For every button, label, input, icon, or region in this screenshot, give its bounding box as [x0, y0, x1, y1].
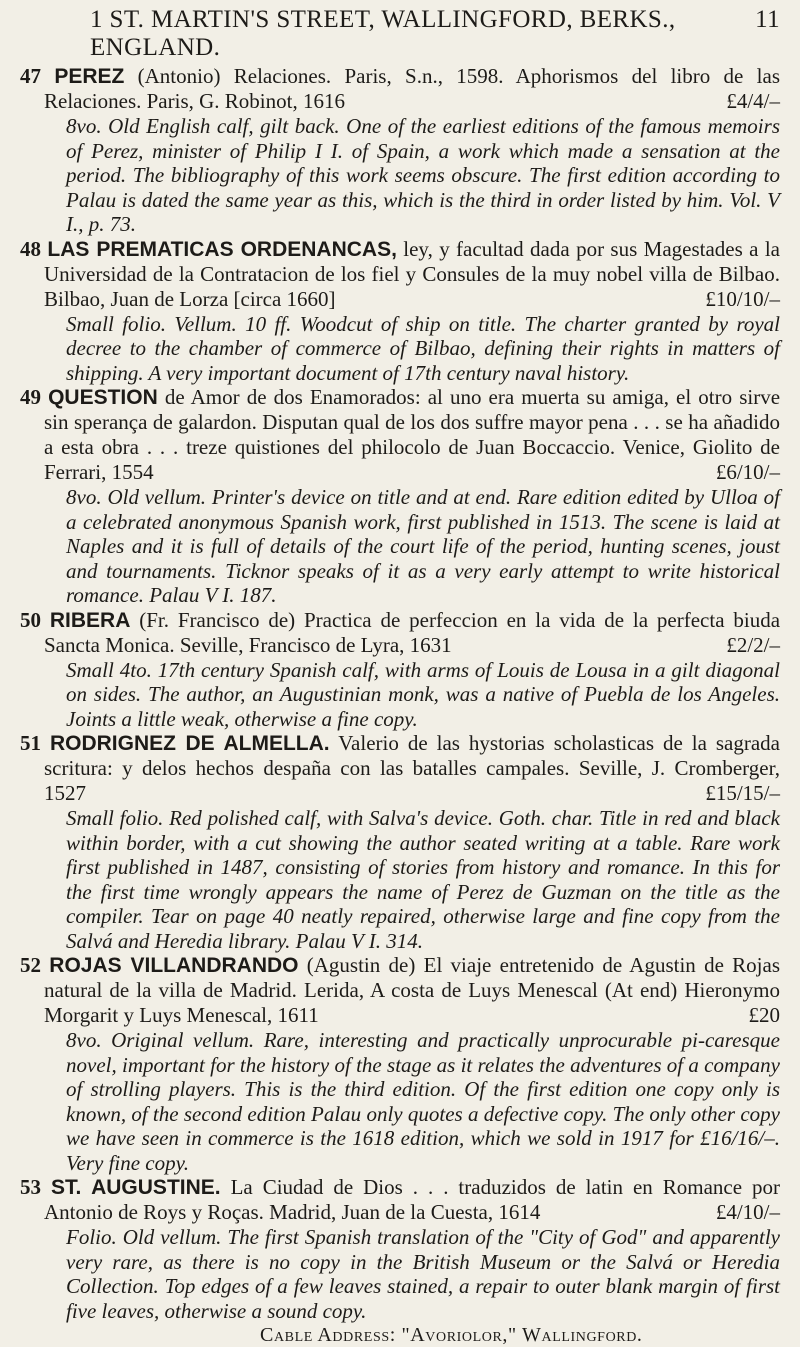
- entry-text: de Amor de dos Enamorados: al uno era muerta su amiga, el otro sirve sin sperança de galardon. Disputan qual de los dos suffre mayor pena . . . se ha añadido a esta obra . . . treze quistiones del philocolo de Juan Boccaccio. Venice, Giolito de Ferrari, 1554: [44, 385, 781, 484]
- entry-heading: [20, 608, 780, 658]
- catalogue-entry: [20, 1175, 780, 1323]
- entry-price: £2/2/–: [726, 632, 780, 657]
- entry-text: (Agustin de) El viaje entretenido de Agustin de Rojas natural de la villa de Madrid. Lerida, A costa de Luys Menescal (At end) Hieronymo Morgarit y Luys Menescal, 1611: [44, 953, 781, 1027]
- entry-description: Small 4to. 17th century Spanish calf, with arms of Louis de Lousa in a gilt diagonal on sides. The author, an Augustinian monk, was a native of Puebla de los Angeles. Joints a little weak, otherwise a fine copy.: [66, 657, 780, 731]
- entry-number: 48: [20, 236, 41, 261]
- entry-description: 8vo. Old vellum. Printer's device on title and at end. Rare edition edited by Ulloa of a celebrated anonymous Spanish work, first published in 1513. The scene is laid at Naples and it is full of details of the court life of the period, hunting scenes, joust and tournaments. Ticknor speaks of it as a very early attempt to write historical romance. Palau V I. 187.: [66, 485, 780, 607]
- entry-number: 50: [20, 607, 41, 632]
- entry-text: ley, y facultad dada por sus Magestades a la Universidad de la Contratacion de los fiel y Consules de la muy nobel villa de Bilbao. Bilbao, Juan de Lorza [circa 1660]: [44, 236, 780, 311]
- entry-number: 52: [20, 953, 41, 977]
- entry-heading: [20, 953, 780, 1028]
- entry-number: 47: [20, 64, 41, 88]
- entry-number: 53: [20, 1175, 41, 1199]
- catalogue-entry: [20, 731, 780, 953]
- entry-text: Valerio de las hystorias scholasticas de la sagrada scritura: y delos hechos despaña con las batalles campales. Seville, J. Cromberger, 1527: [44, 731, 781, 805]
- entry-text: (Fr. Francisco de) Practica de perfeccion en la vida de la perfecta biuda Sancta Monica. Seville, Francisco de Lyra, 1631: [44, 607, 781, 657]
- entry-price: £4/4/–: [726, 89, 780, 113]
- entry-author: LAS PREMATICAS ORDENANCAS,: [47, 237, 397, 261]
- page-header: [20, 6, 780, 62]
- catalogue-entry: [20, 953, 780, 1175]
- entry-heading: [20, 237, 780, 312]
- entry-author: RIBERA: [49, 608, 131, 632]
- entry-description: Small folio. Red polished calf, with Salva's device. Goth. char. Title in red and black within border, with a cut showing the author seated writing at a table. Rare work first published in 1487, consisting of stories from history and romance. In this for the first time wrongly appears the name of Perez de Guzman on the title as the compiler. Tear on page 40 neatly repaired, otherwise large and fine copy from the Salvá and Heredia library. Palau V I. 314.: [66, 806, 780, 953]
- entry-price: £4/10/–: [715, 1200, 780, 1224]
- entry-description: 8vo. Old English calf, gilt back. One of the earliest editions of the famous memoirs of Perez, minister of Philip I I. of Spain, a work which made a sensation at the period. The bibliography of this work seems obscure. The first edition according to Palau is dated the same year as this, which is the third in order listed by him. Vol. V I., p. 73.: [66, 114, 780, 236]
- entry-heading: [20, 64, 780, 114]
- entry-number: 51: [20, 731, 41, 755]
- catalogue-entry: [20, 608, 780, 732]
- entry-author: ST. AUGUSTINE.: [50, 1176, 221, 1199]
- entry-price: £6/10/–: [715, 460, 780, 484]
- page-number: 11: [755, 6, 780, 33]
- entry-text: (Antonio) Relaciones. Paris, S.n., 1598. Aphorismos del libro de las Relaciones. Paris, G. Robinot, 1616: [44, 64, 781, 113]
- entry-heading: [20, 731, 780, 806]
- entry-description: Small folio. Vellum. 10 ff. Woodcut of ship on title. The charter granted by royal decree to the chamber of commerce of Bilbao, defining their rights in matters of shipping. A very important document of 17th century naval history.: [66, 311, 780, 385]
- catalogue-entry: [20, 237, 780, 386]
- entry-author: QUESTION: [48, 386, 158, 409]
- entry-author: PEREZ: [54, 65, 125, 88]
- entry-price: £15/15/–: [705, 781, 780, 805]
- entry-heading: [20, 385, 780, 485]
- entry-description: 8vo. Original vellum. Rare, interesting and practically unprocurable pi-caresque novel, important for the history of the stage as it relates the adventures of a company of strolling players. This is the third edition. Of the first edition one copy only is known, of the second edition Palau only quotes a defective copy. The only other copy we have seen in commerce is the 1618 edition, which we sold in 1917 for £16/16/–. Very fine copy.: [66, 1028, 780, 1175]
- entry-number: 49: [20, 385, 41, 409]
- entry-author: ROJAS VILLANDRANDO: [49, 954, 299, 977]
- catalogue-entry: [20, 385, 780, 608]
- entry-list: [20, 64, 780, 1323]
- entry-price: £10/10/–: [705, 286, 780, 311]
- entry-text: La Ciudad de Dios . . . traduzidos de latin en Romance por Antonio de Roys y Roças. Madrid, Juan de la Cuesta, 1614: [44, 1175, 781, 1224]
- entry-price: £20: [748, 1003, 780, 1027]
- entry-author: RODRIGNEZ DE ALMELLA.: [49, 732, 330, 755]
- page-title: 1 ST. MARTIN'S STREET, WALLINGFORD, BERKS., ENGLAND.: [90, 6, 676, 61]
- catalogue-entry: [20, 64, 780, 237]
- cable-address: Cable Address: "Avoriolor," Wallingford.: [260, 1324, 643, 1346]
- entry-heading: [20, 1175, 780, 1225]
- entry-description: Folio. Old vellum. The first Spanish translation of the "City of God" and apparently very rare, as there is no copy in the British Museum or the Salvá or Heredia Collection. Top edges of a few leaves stained, a repair to outer blank margin of first five leaves, otherwise a sound copy.: [66, 1225, 780, 1323]
